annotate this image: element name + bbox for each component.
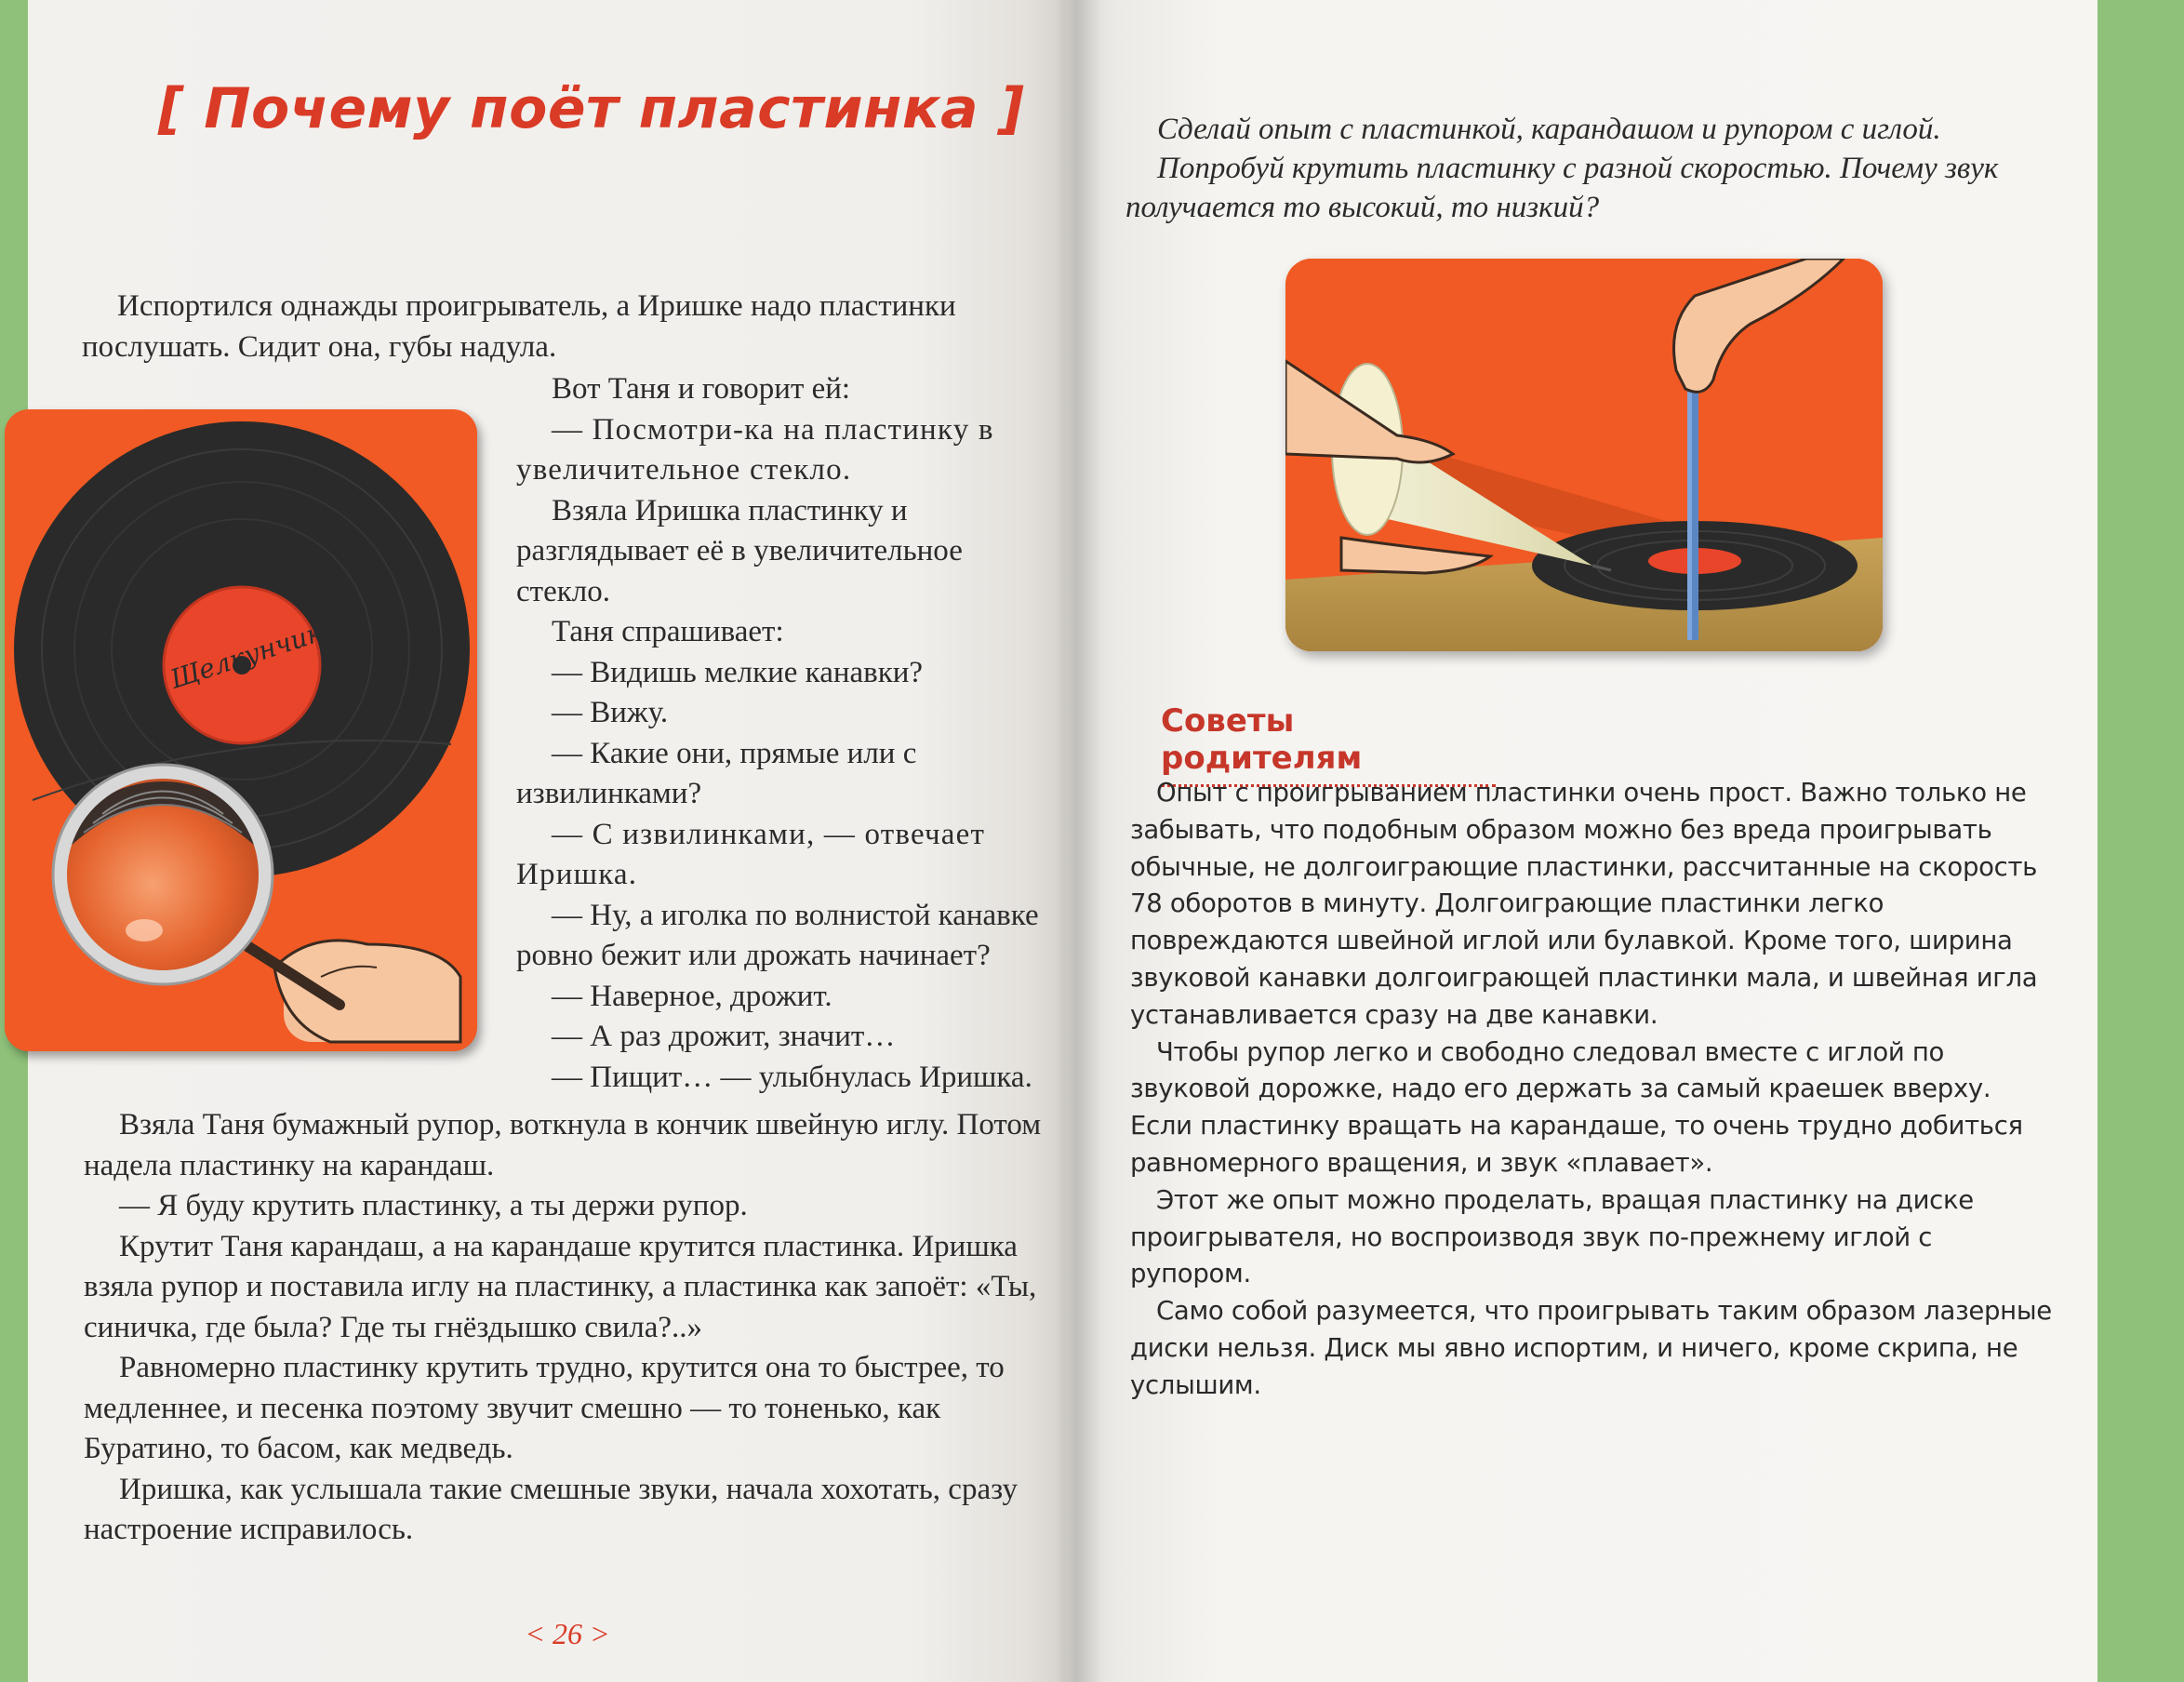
- story-intro: [82, 287, 1045, 367]
- instruction-paragraph: Сделай опыт с пластинкой, карандашом и рупором с иглой.: [1157, 113, 1941, 146]
- story-paragraph: Равномерно пластинку крутить трудно, крутится она то быстрее, то медленнее, и песенка поэтому звучит смешно — то тоненько, как Буратино, то басом, как медведь.: [84, 1351, 1005, 1465]
- story-paragraph: Вот Таня и говорит ей:: [552, 372, 851, 406]
- book-fold: [1056, 0, 1102, 1682]
- story-paragraph: — Пищит… — улыбнулась Иришка.: [552, 1060, 1032, 1094]
- instruction-paragraph: Попробуй крутить пластинку с разной скоростью. Почему звук получается то высокий, то низкий?: [1125, 152, 1999, 224]
- story-paragraph: Взяла Таня бумажный рупор, воткнула в кончик швейную иглу. Потом надела пластинку на карандаш.: [84, 1108, 1042, 1182]
- experiment-instructions: [1125, 110, 2056, 227]
- parents-advice-text: [1130, 775, 2060, 1405]
- story-dialogue: [516, 369, 1045, 1098]
- advice-paragraph: Само собой разумеется, что проигрывать таким образом лазерные диски нельзя. Диск мы явно испортим, и ничего, кроме скрипа, не услышим.: [1130, 1296, 2052, 1400]
- funnel-needle-illustration: [1285, 259, 1883, 651]
- story-paragraph: Таня спрашивает:: [552, 615, 784, 648]
- story-paragraph: — Наверное, дрожит.: [552, 979, 832, 1013]
- advice-paragraph: Опыт с проигрыванием пластинки очень прост. Важно только не забывать, что подобным образом можно без вреда проигрывать обычные, не долгоиграющие пластинки, рассчитанные на скорость 78 оборотов в минуту. Долгоиграющие пластинки легко повреждаются швейной иглой или булавкой. Кроме того, ширина звуковой канавки долгоиграющей пластинки мала, и швейная игла устанавливается сразу на две канавки.: [1130, 778, 2038, 1030]
- story-paragraph: Крутит Таня карандаш, а на карандаше крутится пластинка. Иришка взяла рупор и поставила иглу на пластинку, а пластинка как запоёт: «Ты, синичка, где была? Где ты гнёздышко свила?..»: [84, 1229, 1037, 1344]
- story-paragraph: — Вижу.: [552, 696, 669, 729]
- story-paragraph: — Какие они, прямые или с извилинками?: [516, 736, 917, 810]
- story-paragraph: — Посмотри-ка на пластинку в увеличительное стекло.: [516, 412, 994, 487]
- story-paragraph: — С извилинками, — отвечает Иришка.: [516, 817, 986, 891]
- record-illustration-svg: [5, 409, 477, 1051]
- story-paragraph: — А раз дрожит, значит…: [552, 1020, 896, 1053]
- advice-paragraph: Чтобы рупор легко и свободно следовал вместе с иглой по звуковой дорожке, надо его держать за самый краешек вверху. Если пластинку вращать на карандаше, то очень трудно добиться равномерного вращения, и звук «плавает».: [1130, 1036, 2023, 1178]
- story-paragraph: — Видишь мелкие канавки?: [552, 655, 924, 689]
- advice-paragraph: Этот же опыт можно проделать, вращая пластинку на диске проигрывателя, но воспроизводя звук по-прежнему иглой с рупором.: [1130, 1184, 1974, 1289]
- parents-advice-heading: Советы родителям: [1161, 702, 1496, 787]
- record-label-text: Щелкунчик: [166, 617, 326, 695]
- story-paragraph: — Ну, а иголка по волнистой канавке ровно бежит или дрожать начинает?: [516, 898, 1039, 972]
- story-continuation: [84, 1105, 1046, 1551]
- story-paragraph: — Я буду крутить пластинку, а ты держи рупор.: [119, 1189, 748, 1222]
- page-number: < 26 >: [525, 1617, 610, 1650]
- page-title: [ Почему поёт пластинка ]: [158, 76, 1025, 141]
- story-paragraph: Взяла Иришка пластинку и разглядывает её в увеличительное стекло.: [516, 493, 963, 608]
- record-magnifier-illustration: [5, 409, 477, 1051]
- story-paragraph: Испортился однажды проигрыватель, а Иришке надо пластинки послушать. Сидит она, губы надула.: [82, 289, 956, 364]
- experiment-illustration-svg: [1285, 259, 1883, 651]
- story-paragraph: Иришка, как услышала такие смешные звуки, начала хохотать, сразу настроение исправилось.: [84, 1472, 1018, 1546]
